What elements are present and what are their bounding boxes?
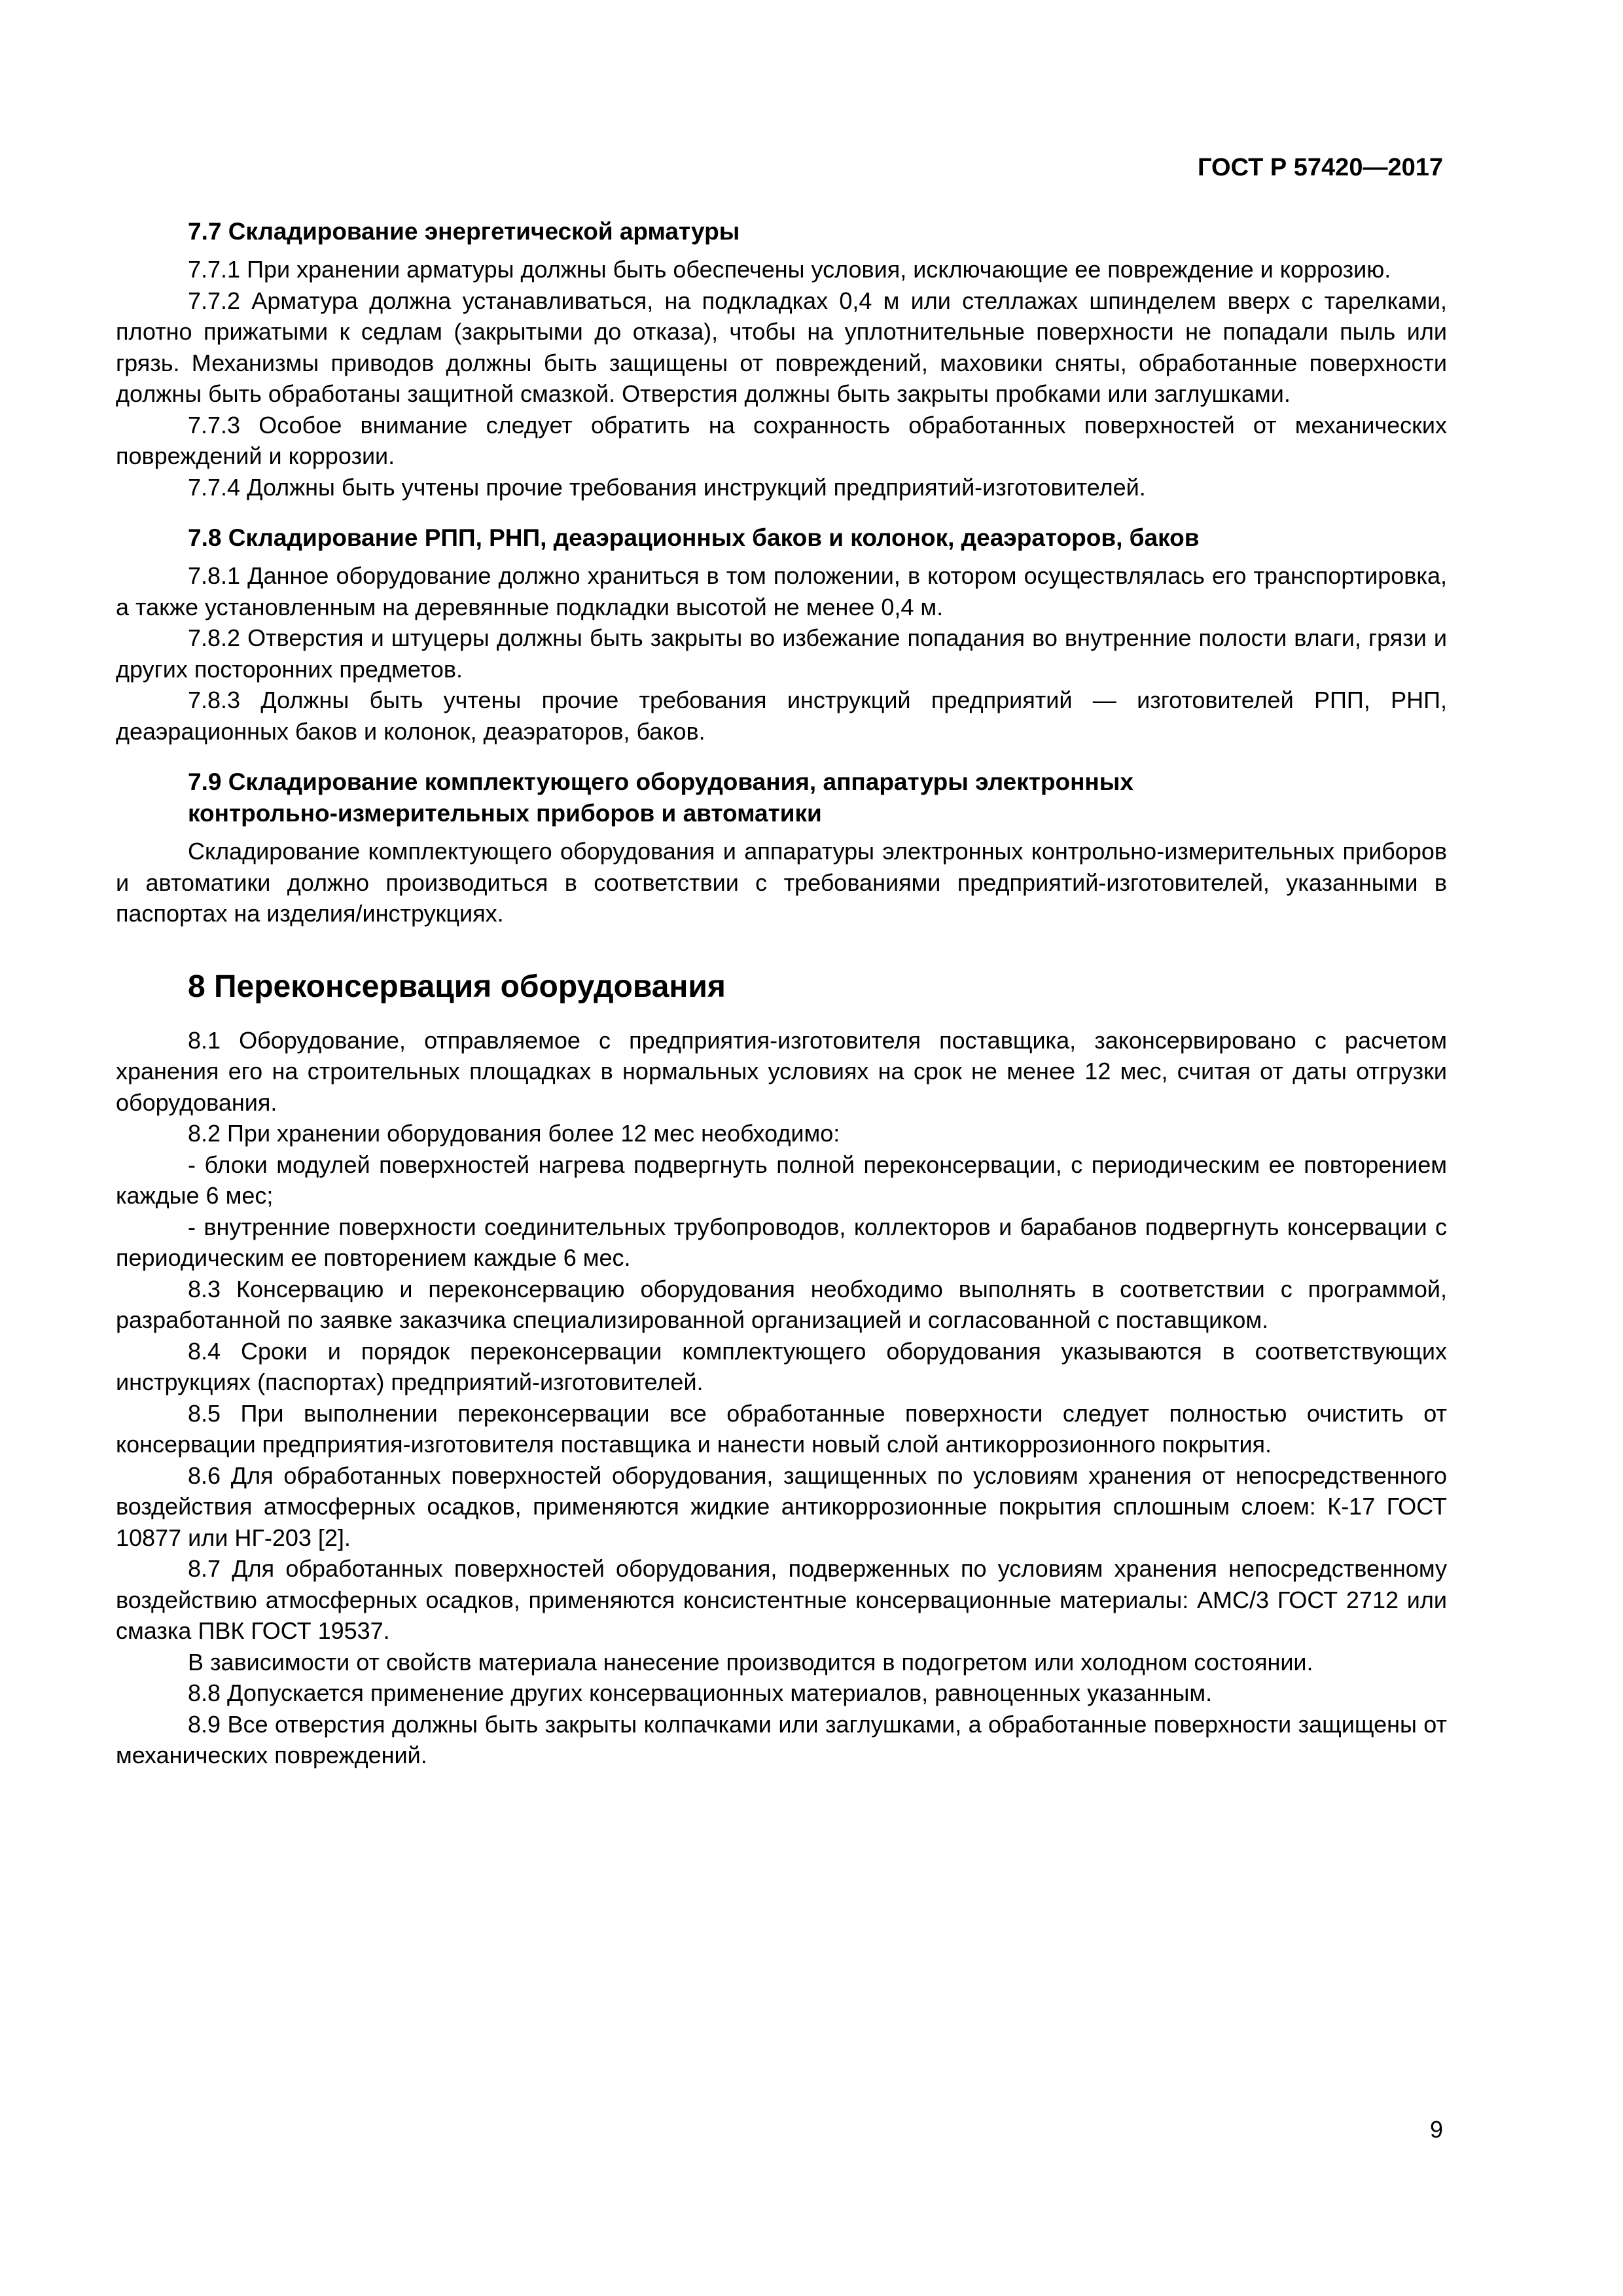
paragraph-8-7-note: В зависимости от свойств материала нанесение производится в подогретом или холодном состоянии. [188,1648,1313,1676]
paragraph-7-8-2: 7.8.2 Отверстия и штуцеры должны быть закрыты во избежание попадания во внутренние полости влаги, грязи и других посторонних предметов. [116,624,1447,683]
paragraph-8-3: 8.3 Консервацию и переконсервацию оборудования необходимо выполнять в соответствии с программой, разработанной по заявке заказчика специализированной организацией и согласованной с поставщиком. [116,1275,1447,1333]
paragraph-8-1: 8.1 Оборудование, отправляемое с предприятия-изготовителя поставщика, законсервировано с расчетом хранения его на строительных площадках в нормальных условиях на срок не менее 12 мес, считая от даты отгрузки оборудования. [116,1026,1447,1116]
paragraph-8-5: 8.5 При выполнении переконсервации все обработанные поверхности следует полностью очистить от консервации предприятия-изготовителя поставщика и нанести новый слой антикоррозионного покрытия. [116,1399,1447,1458]
page-number: 9 [1429,2116,1443,2143]
paragraph-8-9: 8.9 Все отверстия должны быть закрыты колпачками или заглушками, а обработанные поверхности защищены от механических повреждений. [116,1710,1447,1768]
list-item-8-2-b: - внутренние поверхности соединительных трубопроводов, коллекторов и барабанов подвергнуть консервации с периодическим ее повторением каждые 6 мес. [116,1213,1447,1271]
paragraph-8-8: 8.8 Допускается применение других консервационных материалов, равноценных указанным. [188,1679,1213,1706]
subsection-title-7-8: 7.8 Складирование РПП, РНП, деаэрационных баков и колонок, деаэраторов, баков [188,524,1200,551]
paragraph-8-2: 8.2 При хранении оборудования более 12 мес необходимо: [188,1120,840,1147]
paragraph-8-6: 8.6 Для обработанных поверхностей оборудования, защищенных по условиям хранения от непосредственного воздействия атмосферных осадков, применяются жидкие антикоррозионные покрытия сплошным слоем: К-17 ГОСТ 10877 или НГ-203 [2]. [116,1462,1447,1551]
subsection-title-7-9-line2: контрольно-измерительных приборов и автоматики [188,800,822,827]
subsection-title-7-9-line1: 7.9 Складирование комплектующего оборудования, аппаратуры электронных [188,768,1133,795]
page-content [116,216,1447,1771]
paragraph-7-7-2: 7.7.2 Арматура должна устанавливаться, на подкладках 0,4 м или стеллажах шпинделем вверх с тарелками, плотно прижатыми к седлам (закрытыми до отказа), чтобы на уплотнительные поверхности не попадали пыль или грязь. Механизмы приводов должны быть защищены от повреждений, маховики сняты, обработанные поверхности должны быть обработаны защитной смазкой. Отверстия должны быть закрыты пробками или заглушками. [116,287,1447,407]
paragraph-8-7: 8.7 Для обработанных поверхностей оборудования, подверженных по условиям хранения непосредственному воздействию атмосферных осадков, применяются консистентные консервационные материалы: АМС/3 ГОСТ 2712 или смазка ПВК ГОСТ 19537. [116,1555,1447,1644]
subsection-title-7-7: 7.7 Складирование энергетической арматуры [188,218,740,245]
subsection-title-7-9 [116,766,1447,829]
section-title-8: 8 Переконсервация оборудования [188,969,726,1004]
paragraph-7-8-1: 7.8.1 Данное оборудование должно храниться в том положении, в котором осуществлялась его транспортировка, а также установленным на деревянные подкладки высотой не менее 0,4 м. [116,562,1447,620]
paragraph-8-4: 8.4 Сроки и порядок переконсервации комплектующего оборудования указываются в соответствующих инструкциях (паспортах) предприятий-изготовителей. [116,1337,1447,1395]
paragraph-7-7-4: 7.7.4 Должны быть учтены прочие требования инструкций предприятий-изготовителей. [188,473,1146,501]
paragraph-7-7-3: 7.7.3 Особое внимание следует обратить на сохранность обработанных поверхностей от механических повреждений и коррозии. [116,411,1447,469]
paragraph-7-8-3: 7.8.3 Должны быть учтены прочие требования инструкций предприятий — изготовителей РПП, РНП, деаэрационных баков и колонок, деаэраторов, баков. [116,687,1447,745]
paragraph-7-7-1: 7.7.1 При хранении арматуры должны быть обеспечены условия, исключающие ее повреждение и коррозию. [188,256,1391,283]
document-code-header: ГОСТ Р 57420—2017 [1198,154,1443,181]
list-item-8-2-a: - блоки модулей поверхностей нагрева подвергнуть полной переконсервации, с периодическим ее повторением каждые 6 мес; [116,1151,1447,1209]
paragraph-7-9: Складирование комплектующего оборудования и аппаратуры электронных контрольно-измерительных приборов и автоматики должно производиться в соответствии с требованиями предприятий-изготовителей, указанными в паспортах на изделия/инструкциях. [116,838,1447,927]
